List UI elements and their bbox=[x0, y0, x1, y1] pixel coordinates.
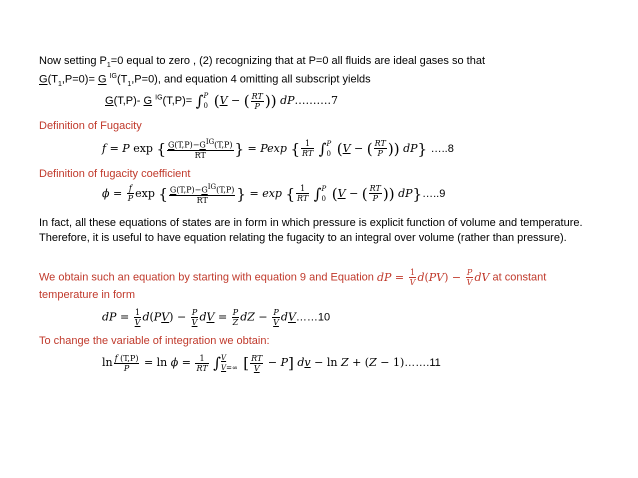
heading-fugacity-coefficient: Definition of fugacity coefficient bbox=[39, 168, 191, 180]
eq10-tag: ……10 bbox=[295, 311, 331, 324]
equation-10: dP = $\frac{1}{V}$ d(PV) − $\frac{P}{V}$ dV = $\frac{P}{Z}$ dZ − $\frac{P}{V}$ dV……10 bbox=[102, 308, 331, 327]
change-variable-line: To change the variable of integration we obtain: bbox=[39, 335, 270, 347]
eq7-tag: ……….7 bbox=[294, 94, 339, 107]
heading-fugacity: Definition of Fugacity bbox=[39, 120, 142, 132]
body-paragraph: In fact, all these equations of states are in form in which pressure is explicit function of volume and temperature. Therefore, it is useful to have equation relating the fugacity to an integral over volume (rather than pressure). bbox=[39, 217, 583, 244]
equation-11: ln $\frac{f (T,P)}{P}$ = ln ϕ = $\frac{1}{RT}$ ∫ V V=∞ [ $\frac{RT}{V}$ − P] dv − ln Z + (Z − 1)…….11 bbox=[102, 353, 441, 373]
equation-7: G(T,P)- G $^{IG}$(T,P)= ∫ P 0 (V − ( $\frac{RT}{P}$ )) dP……….7 bbox=[105, 91, 339, 111]
intro-line-2: $G(T_1,P=0)= G$ $^{IG}(T_1,P=0)$, and equation 4 omitting all subscript yields bbox=[39, 73, 371, 88]
obtain-text-3: temperature in form bbox=[39, 289, 135, 301]
obtain-text-2: at constant bbox=[492, 271, 547, 284]
eq8-tag: …..8 bbox=[430, 142, 454, 155]
intro-line-1: Now setting $P_1=0$ equal to zero , (2) recognizing that at P=0 all fluids are ideal gases so that bbox=[39, 55, 486, 70]
obtain-line: We obtain such an equation by starting with equation 9 and Equation dP = $\frac{1}{V}$ d(PV) − $\frac{P}{V}$ dV at constant bbox=[39, 268, 547, 287]
eq11-tag: …….11 bbox=[404, 357, 441, 369]
obtain-text-1: We obtain such an equation by starting with equation 9 and Equation bbox=[39, 271, 374, 284]
equation-8: f = P exp { $\frac{G(T,P)-G^{IG}(T,P)}{RT}$ } = Pexp { $\frac{1}{RT}$ ∫ P 0 (V − ( $\frac{RT}{P}$ )) dP} …..8 bbox=[102, 138, 454, 160]
equation-9: ϕ = $\frac{f}{P}$ exp { $\frac{G(T,P)-G^{IG}(T,P)}{RT}$ } = exp { $\frac{1}{RT}$ ∫ P 0 (V − ( $\frac{RT}{P}$ )) dP}…..9 bbox=[102, 183, 446, 205]
eq9-tag: …..9 bbox=[422, 187, 446, 200]
